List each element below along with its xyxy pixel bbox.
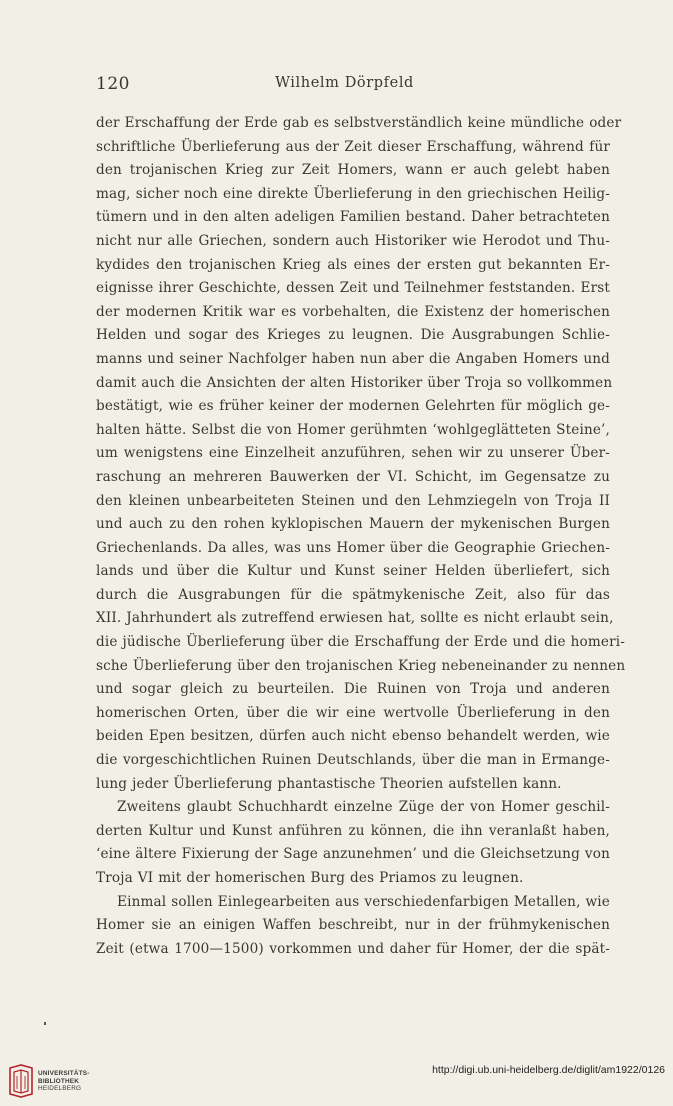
body-text — [96, 112, 626, 961]
text-line: den kleinen unbearbeiteten Steinen und den Lehmziegeln von Troja II — [96, 492, 610, 509]
text-line: die jüdische Überlieferung über die Erschaffung der Erde und die homeri- — [96, 634, 626, 651]
text-line: nicht nur alle Griechen, sondern auch Historiker wie Herodot und Thu- — [96, 232, 610, 249]
text-line: durch die Ausgrabungen für die spätmykenische Zeit, also für das — [96, 586, 610, 603]
running-head — [96, 74, 593, 98]
text-line: mag, sicher noch eine direkte Überlieferung in den griechischen Heilig- — [96, 185, 610, 202]
text-line: homerischen Orten, über die wir eine wertvolle Überlieferung in den — [96, 704, 610, 721]
page-number: 120 — [96, 74, 130, 94]
source-url-link[interactable]: http://digi.ub.uni-heidelberg.de/diglit/am1922/0126 — [432, 1064, 665, 1076]
text-line: Griechenlands. Da alles, was uns Homer über die Geographie Griechen- — [96, 539, 610, 556]
digitization-footer — [0, 1052, 673, 1106]
text-line: damit auch die Ansichten der alten Historiker über Troja so vollkommen — [96, 374, 613, 391]
text-line: halten hätte. Selbst die von Homer gerühmten ‘wohlgeglätteten Steine’, — [96, 421, 610, 438]
text-line: tümern und in den alten adeligen Familien bestand. Daher betrachteten — [96, 209, 610, 226]
logo-line: HEIDELBERG — [38, 1085, 82, 1093]
text-line: Zeit (etwa 1700—1500) vorkommen und daher für Homer, der die spät- — [96, 940, 610, 957]
text-line: um wenigstens eine Einzelheit anzuführen, sehen wir zu unserer Über- — [96, 445, 610, 462]
library-logo-icon — [8, 1064, 34, 1098]
logo-line: BIBLIOTHEK — [38, 1077, 80, 1085]
text-line: ‘eine ältere Fixierung der Sage anzunehmen’ und die Gleichsetzung von — [96, 846, 610, 863]
text-line: Helden und sogar des Krieges zu leugnen. Die Ausgrabungen Schlie- — [96, 327, 610, 344]
text-line: die vorgeschichtlichen Ruinen Deutschlands, über die man in Ermange- — [96, 752, 610, 769]
text-line: schriftliche Überlieferung aus der Zeit dieser Erschaffung, während für — [96, 138, 610, 155]
library-logo[interactable] — [8, 1064, 118, 1100]
text-line: beiden Epen besitzen, dürfen auch nicht ebenso behandelt werden, wie — [96, 728, 610, 745]
text-line: sche Überlieferung über den trojanischen Krieg nebeneinander zu nennen — [96, 657, 626, 674]
running-title: Wilhelm Dörpfeld — [275, 75, 414, 91]
text-line: bestätigt, wie es früher keiner der modernen Gelehrten für möglich ge- — [96, 398, 610, 415]
text-line: XII. Jahrhundert als zutreffend erwiesen hat, sollte es nicht erlaubt sein, — [96, 610, 614, 627]
print-speck — [44, 1022, 46, 1025]
logo-line: UNIVERSITÄTS- — [38, 1070, 90, 1077]
library-logo-text — [38, 1070, 90, 1093]
text-line: der modernen Kritik war es vorbehalten, die Existenz der homerischen — [96, 303, 610, 320]
text-line: derten Kultur und Kunst anführen zu können, die ihn veranlaßt haben, — [96, 822, 610, 839]
text-line: kydides den trojanischen Krieg als eines der ersten gut bekannten Er- — [96, 256, 610, 273]
text-line: raschung an mehreren Bauwerken der VI. Schicht, im Gegensatze zu — [96, 468, 610, 485]
text-line: Troja VI mit der homerischen Burg des Priamos zu leugnen. — [96, 870, 524, 886]
text-line: lands und über die Kultur und Kunst seiner Helden überliefert, sich — [96, 563, 610, 580]
text-line: lung jeder Überlieferung phantastische Theorien aufstellen kann. — [96, 775, 562, 792]
text-line: Zweitens glaubt Schuchhardt einzelne Züge der von Homer geschil- — [117, 799, 610, 816]
text-line: eignisse ihrer Geschichte, dessen Zeit und Teilnehmer feststanden. Erst — [96, 280, 610, 297]
text-line: manns und seiner Nachfolger haben nun aber die Angaben Homers und — [96, 350, 610, 367]
text-line: Einmal sollen Einlegearbeiten aus verschiedenfarbigen Metallen, wie — [117, 893, 610, 910]
text-line: und sogar gleich zu beurteilen. Die Ruinen von Troja und anderen — [96, 681, 610, 698]
text-line: und auch zu den rohen kyklopischen Mauern der mykenischen Burgen — [96, 516, 610, 533]
text-line: der Erschaffung der Erde gab es selbstverständlich keine mündliche oder — [96, 115, 622, 131]
text-line: Homer sie an einigen Waffen beschreibt, nur in der frühmykenischen — [96, 917, 610, 934]
text-line: den trojanischen Krieg zur Zeit Homers, wann er auch gelebt haben — [96, 162, 610, 179]
